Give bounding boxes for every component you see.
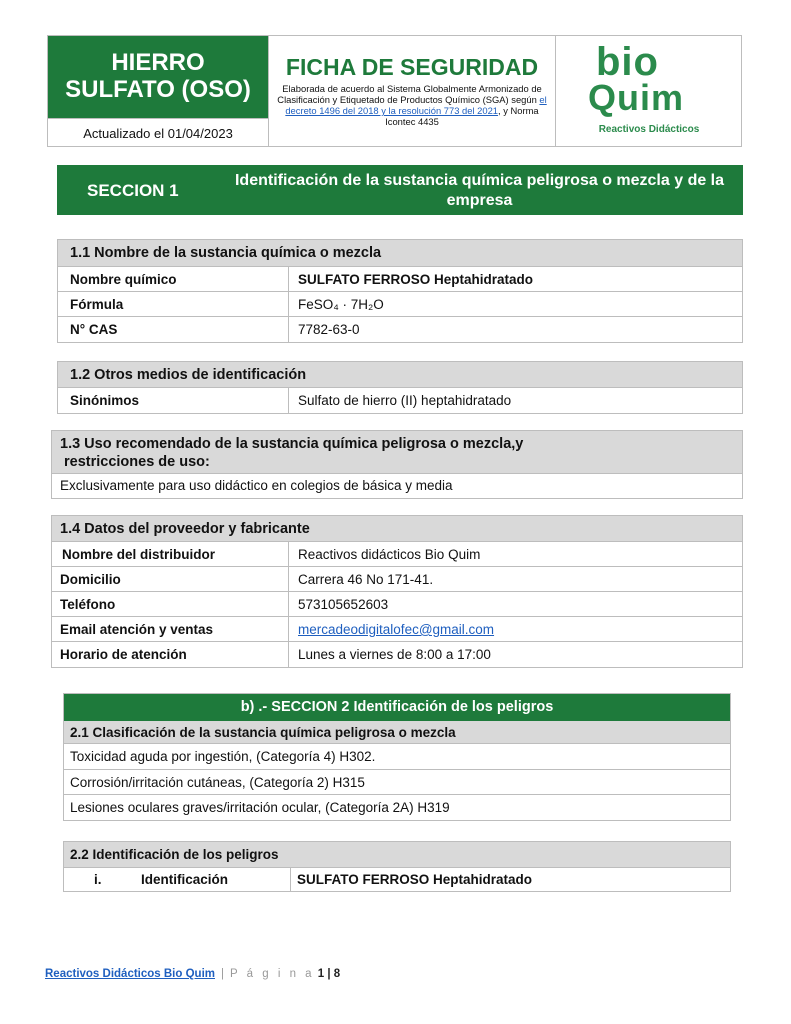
section1-label: SECCION 1	[87, 181, 179, 200]
doc-title-block	[269, 36, 555, 146]
product-title	[48, 36, 268, 118]
row-value: SULFATO FERROSO Heptahidratado	[297, 872, 533, 887]
row-label: Email atención y ventas	[60, 622, 214, 637]
section2-banner: b) .- SECCION 2 Identificación de los peligros	[64, 694, 730, 721]
table-1-2	[57, 361, 743, 414]
page-label: P á g i n a	[230, 968, 315, 980]
table-2-2	[63, 841, 731, 892]
row-label: Horario de atención	[60, 647, 187, 662]
row-value: SULFATO FERROSO Heptahidratado	[298, 272, 534, 287]
section1-title: Identificación de la sustancia química peligrosa o mezcla y de la empresa	[234, 172, 725, 209]
product-title-line2: SULFATO (OSO)	[65, 76, 251, 103]
row-label: Identificación	[141, 872, 229, 887]
subtitle-text-end: , y Norma Icontec 4435	[385, 105, 539, 127]
heading-line2: restricciones de uso:	[64, 454, 210, 470]
table-heading: 1.1 Nombre de la sustancia química o mezcla	[58, 240, 742, 267]
row-label: Sinónimos	[70, 393, 140, 408]
updated-date: Actualizado el 01/04/2023	[48, 118, 268, 147]
page-number: 1 | 8	[317, 968, 341, 980]
row-value: 573105652603	[298, 597, 389, 612]
footer-separator: |	[221, 968, 224, 980]
heading-line1: 1.3 Uso recomendado de la sustancia química peligrosa o mezcla,y	[60, 436, 524, 452]
table-row	[52, 617, 742, 642]
bioquim-logo	[556, 36, 742, 146]
usage-text: Exclusivamente para uso didáctico en colegios de básica y media	[60, 478, 453, 493]
table-row	[52, 542, 742, 567]
doc-subtitle	[275, 83, 549, 127]
hazard-text: Toxicidad aguda por ingestión, (Categoría 4) H302.	[70, 749, 376, 764]
row-label: Fórmula	[70, 297, 124, 312]
table-row	[64, 744, 730, 770]
table-row	[52, 474, 742, 498]
document-header	[47, 35, 742, 147]
table-heading: 1.4 Datos del proveedor y fabricante	[52, 516, 742, 542]
product-title-line1: HIERRO	[111, 49, 205, 76]
table-1-1	[57, 239, 743, 343]
table-row	[58, 292, 742, 317]
hazard-text: Corrosión/irritación cutáneas, (Categoría 2) H315	[70, 775, 365, 790]
row-value: Reactivos didácticos Bio Quim	[298, 547, 481, 562]
table-row	[52, 642, 742, 667]
decree-link[interactable]: el decreto 1496 del 2018 y la resolución 773 del 2021	[285, 94, 547, 116]
table-row	[52, 567, 742, 592]
table-heading	[52, 431, 742, 474]
row-value: Sulfato de hierro (II) heptahidratado	[298, 393, 512, 408]
table-heading: 2.1 Clasificación de la sustancia química peligrosa o mezcla	[64, 721, 730, 744]
logo-tagline: Reactivos Didácticos	[598, 124, 700, 135]
row-value: Lunes a viernes de 8:00 a 17:00	[298, 647, 491, 662]
row-value: Carrera 46 No 171-41.	[298, 572, 434, 587]
table-2-1	[63, 693, 731, 821]
table-heading: 2.2 Identificación de los peligros	[64, 842, 730, 868]
row-label: Teléfono	[60, 597, 116, 612]
doc-title: FICHA DE SEGURIDAD	[285, 54, 539, 80]
row-label: Nombre químico	[70, 272, 177, 287]
row-number: i.	[94, 872, 102, 887]
table-row	[58, 388, 742, 413]
table-1-4	[51, 515, 743, 668]
section1-banner	[57, 165, 743, 215]
logo-text-bio: bio	[596, 40, 659, 84]
row-label: N° CAS	[70, 322, 118, 337]
logo-text-quim: Quim	[588, 77, 685, 118]
footer-link[interactable]: Reactivos Didácticos Bio Quim	[45, 968, 215, 980]
email-link[interactable]: mercadeodigitalofec@gmail.com	[298, 622, 495, 637]
table-row	[52, 592, 742, 617]
table-row	[58, 317, 742, 342]
table-row	[64, 868, 730, 891]
row-value: 7782-63-0	[298, 322, 360, 337]
table-heading: 1.2 Otros medios de identificación	[58, 362, 742, 388]
table-row	[64, 795, 730, 820]
table-row	[58, 267, 742, 292]
table-1-3	[51, 430, 743, 499]
row-label: Nombre del distribuidor	[62, 547, 216, 562]
row-label: Domicilio	[60, 572, 121, 587]
page-footer	[45, 968, 340, 980]
hazard-text: Lesiones oculares graves/irritación ocular, (Categoría 2A) H319	[70, 800, 450, 815]
row-value: FeSO₄ · 7H₂O	[298, 297, 384, 312]
subtitle-text: Elaborada de acuerdo al Sistema Globalmente Armonizado de Clasificación y Etiquetado de Productos Químico (SGA) según	[277, 83, 542, 105]
table-row	[64, 770, 730, 795]
